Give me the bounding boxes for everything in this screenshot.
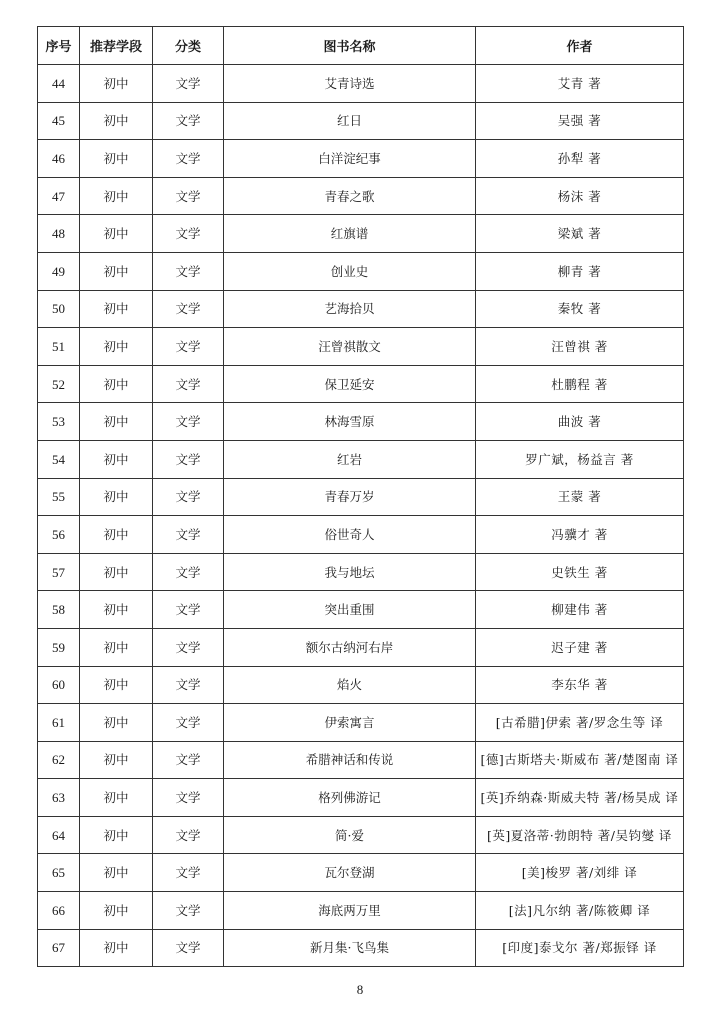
- cell-title: 白洋淀纪事: [224, 140, 476, 178]
- book-list-table: [37, 26, 684, 967]
- page-number: 8: [356, 982, 364, 997]
- cell-index: 54: [38, 440, 80, 478]
- table-row: [38, 252, 684, 290]
- cell-author: 柳建伟 著: [476, 591, 684, 629]
- table-row: [38, 403, 684, 441]
- cell-category: 文学: [153, 854, 224, 892]
- cell-title: 焰火: [224, 666, 476, 704]
- cell-category: 文学: [153, 177, 224, 215]
- cell-index: 67: [38, 929, 80, 967]
- cell-category: 文学: [153, 666, 224, 704]
- cell-author: [英]夏洛蒂·勃朗特 著/吴钧燮 译: [476, 816, 684, 854]
- cell-title: 我与地坛: [224, 553, 476, 591]
- header-row: [38, 27, 684, 65]
- cell-stage: 初中: [80, 215, 153, 253]
- cell-stage: 初中: [80, 140, 153, 178]
- header-index: 序号: [38, 27, 80, 65]
- cell-index: 55: [38, 478, 80, 516]
- cell-title: 保卫延安: [224, 365, 476, 403]
- cell-category: 文学: [153, 215, 224, 253]
- cell-stage: 初中: [80, 65, 153, 103]
- cell-author: 王蒙 著: [476, 478, 684, 516]
- cell-index: 56: [38, 516, 80, 554]
- cell-title: 艾青诗选: [224, 65, 476, 103]
- cell-category: 文学: [153, 929, 224, 967]
- header-title: 图书名称: [224, 27, 476, 65]
- cell-stage: 初中: [80, 102, 153, 140]
- cell-title: 创业史: [224, 252, 476, 290]
- cell-title: 瓦尔登湖: [224, 854, 476, 892]
- cell-stage: 初中: [80, 741, 153, 779]
- cell-author: 艾青 著: [476, 65, 684, 103]
- cell-title: 红旗谱: [224, 215, 476, 253]
- cell-author: 杜鹏程 著: [476, 365, 684, 403]
- cell-title: 海底两万里: [224, 892, 476, 930]
- cell-title: 简·爱: [224, 816, 476, 854]
- header-author: 作者: [476, 27, 684, 65]
- cell-index: 60: [38, 666, 80, 704]
- table-row: [38, 816, 684, 854]
- cell-stage: 初中: [80, 478, 153, 516]
- cell-stage: 初中: [80, 591, 153, 629]
- cell-category: 文学: [153, 290, 224, 328]
- cell-category: 文学: [153, 440, 224, 478]
- cell-stage: 初中: [80, 779, 153, 817]
- table-row: [38, 591, 684, 629]
- cell-title: 艺海拾贝: [224, 290, 476, 328]
- cell-author: 孙犁 著: [476, 140, 684, 178]
- cell-title: 突出重围: [224, 591, 476, 629]
- header-stage: 推荐学段: [80, 27, 153, 65]
- cell-title: 红岩: [224, 440, 476, 478]
- cell-index: 58: [38, 591, 80, 629]
- cell-index: 44: [38, 65, 80, 103]
- cell-author: [德]古斯塔夫·斯威布 著/楚图南 译: [476, 741, 684, 779]
- cell-title: 伊索寓言: [224, 704, 476, 742]
- table-row: [38, 290, 684, 328]
- cell-category: 文学: [153, 741, 224, 779]
- cell-category: 文学: [153, 892, 224, 930]
- cell-author: [印度]泰戈尔 著/郑振铎 译: [476, 929, 684, 967]
- table-row: [38, 478, 684, 516]
- cell-category: 文学: [153, 252, 224, 290]
- cell-title: 新月集·飞鸟集: [224, 929, 476, 967]
- table-row: [38, 365, 684, 403]
- table-row: [38, 328, 684, 366]
- cell-index: 46: [38, 140, 80, 178]
- cell-author: [法]凡尔纳 著/陈筱卿 译: [476, 892, 684, 930]
- cell-title: 红日: [224, 102, 476, 140]
- cell-index: 51: [38, 328, 80, 366]
- cell-author: 迟子建 著: [476, 628, 684, 666]
- cell-title: 汪曾祺散文: [224, 328, 476, 366]
- cell-index: 66: [38, 892, 80, 930]
- cell-index: 53: [38, 403, 80, 441]
- table-row: [38, 779, 684, 817]
- cell-stage: 初中: [80, 252, 153, 290]
- cell-index: 63: [38, 779, 80, 817]
- cell-category: 文学: [153, 102, 224, 140]
- cell-title: 青春万岁: [224, 478, 476, 516]
- cell-author: 吴强 著: [476, 102, 684, 140]
- cell-author: 冯骥才 著: [476, 516, 684, 554]
- cell-stage: 初中: [80, 892, 153, 930]
- cell-category: 文学: [153, 478, 224, 516]
- table-body: [38, 65, 684, 967]
- table-row: [38, 704, 684, 742]
- table-row: [38, 102, 684, 140]
- table-row: [38, 215, 684, 253]
- cell-stage: 初中: [80, 854, 153, 892]
- cell-category: 文学: [153, 704, 224, 742]
- cell-stage: 初中: [80, 816, 153, 854]
- cell-category: 文学: [153, 553, 224, 591]
- cell-stage: 初中: [80, 290, 153, 328]
- cell-category: 文学: [153, 65, 224, 103]
- cell-author: 李东华 著: [476, 666, 684, 704]
- table-row: [38, 140, 684, 178]
- table-row: [38, 553, 684, 591]
- cell-author: [英]乔纳森·斯威夫特 著/杨昊成 译: [476, 779, 684, 817]
- cell-category: 文学: [153, 516, 224, 554]
- cell-author: [美]梭罗 著/刘绯 译: [476, 854, 684, 892]
- cell-category: 文学: [153, 816, 224, 854]
- cell-index: 59: [38, 628, 80, 666]
- cell-index: 45: [38, 102, 80, 140]
- table-row: [38, 929, 684, 967]
- table-row: [38, 177, 684, 215]
- cell-category: 文学: [153, 365, 224, 403]
- table-row: [38, 65, 684, 103]
- cell-stage: 初中: [80, 628, 153, 666]
- header-category: 分类: [153, 27, 224, 65]
- cell-author: 史铁生 著: [476, 553, 684, 591]
- table-row: [38, 854, 684, 892]
- cell-index: 48: [38, 215, 80, 253]
- cell-index: 62: [38, 741, 80, 779]
- table-row: [38, 666, 684, 704]
- cell-stage: 初中: [80, 666, 153, 704]
- cell-index: 61: [38, 704, 80, 742]
- cell-index: 64: [38, 816, 80, 854]
- cell-author: 柳青 著: [476, 252, 684, 290]
- cell-category: 文学: [153, 591, 224, 629]
- cell-author: 秦牧 著: [476, 290, 684, 328]
- cell-title: 额尔古纳河右岸: [224, 628, 476, 666]
- cell-stage: 初中: [80, 704, 153, 742]
- cell-title: 俗世奇人: [224, 516, 476, 554]
- cell-author: 罗广斌，杨益言 著: [476, 440, 684, 478]
- cell-title: 青春之歌: [224, 177, 476, 215]
- cell-index: 65: [38, 854, 80, 892]
- cell-category: 文学: [153, 403, 224, 441]
- cell-category: 文学: [153, 628, 224, 666]
- cell-author: 曲波 著: [476, 403, 684, 441]
- cell-index: 49: [38, 252, 80, 290]
- cell-stage: 初中: [80, 328, 153, 366]
- cell-stage: 初中: [80, 553, 153, 591]
- cell-index: 50: [38, 290, 80, 328]
- cell-title: 希腊神话和传说: [224, 741, 476, 779]
- cell-author: 杨沫 著: [476, 177, 684, 215]
- table-row: [38, 516, 684, 554]
- cell-index: 57: [38, 553, 80, 591]
- cell-index: 47: [38, 177, 80, 215]
- cell-title: 格列佛游记: [224, 779, 476, 817]
- table-row: [38, 741, 684, 779]
- cell-stage: 初中: [80, 365, 153, 403]
- table-row: [38, 892, 684, 930]
- cell-category: 文学: [153, 779, 224, 817]
- cell-category: 文学: [153, 328, 224, 366]
- cell-stage: 初中: [80, 403, 153, 441]
- cell-author: 梁斌 著: [476, 215, 684, 253]
- cell-stage: 初中: [80, 440, 153, 478]
- cell-author: [古希腊]伊索 著/罗念生等 译: [476, 704, 684, 742]
- cell-stage: 初中: [80, 177, 153, 215]
- cell-index: 52: [38, 365, 80, 403]
- table-row: [38, 440, 684, 478]
- table-header: [38, 27, 684, 65]
- cell-category: 文学: [153, 140, 224, 178]
- cell-author: 汪曾祺 著: [476, 328, 684, 366]
- cell-stage: 初中: [80, 516, 153, 554]
- cell-stage: 初中: [80, 929, 153, 967]
- cell-title: 林海雪原: [224, 403, 476, 441]
- table-row: [38, 628, 684, 666]
